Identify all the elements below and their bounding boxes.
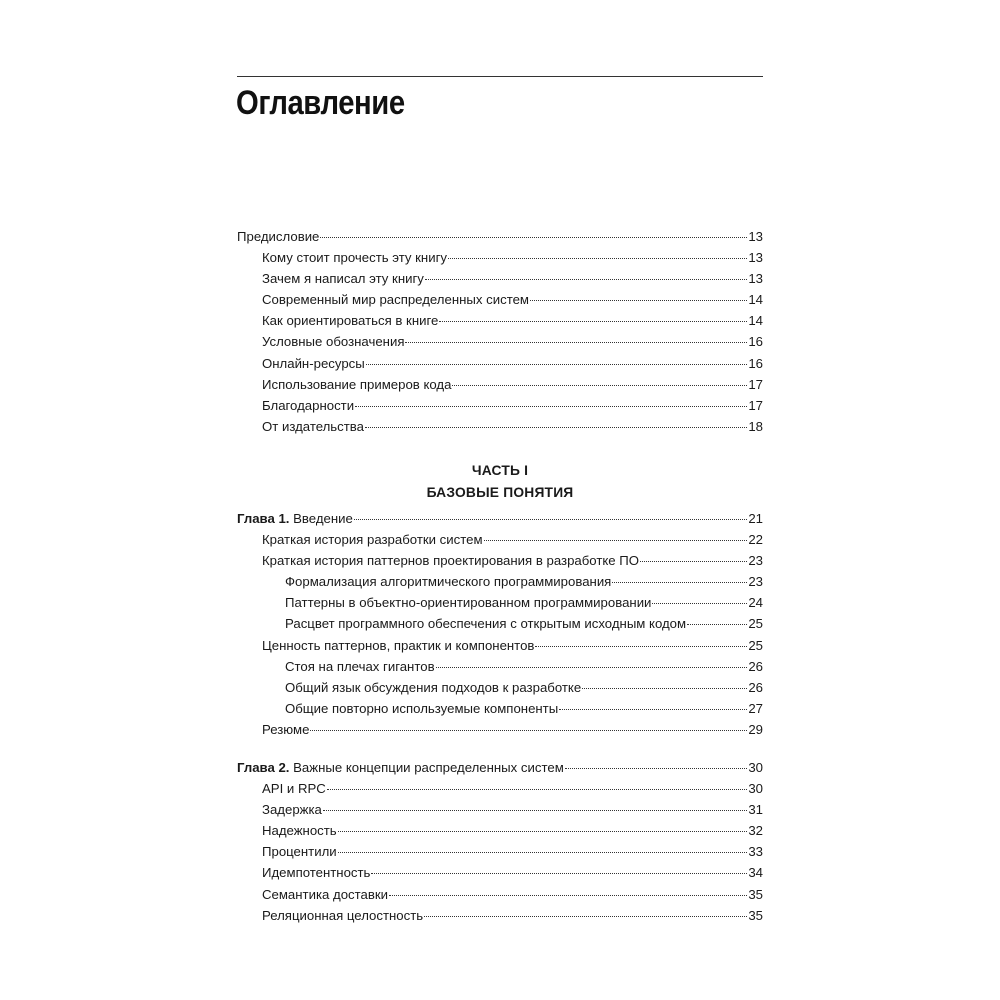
entry-label: Общие повторно используемые компоненты bbox=[285, 700, 559, 716]
toc-entry[interactable] bbox=[237, 268, 763, 289]
page-number: 35 bbox=[748, 886, 763, 902]
dot-leader bbox=[424, 916, 747, 917]
dot-leader bbox=[327, 789, 748, 790]
page-number: 16 bbox=[748, 355, 763, 371]
page-number: 34 bbox=[748, 865, 763, 881]
page-number: 32 bbox=[748, 823, 763, 839]
page-number: 31 bbox=[748, 802, 763, 818]
entry-label: Идемпотентность bbox=[262, 865, 371, 881]
chapter-prefix: Глава 2. bbox=[237, 759, 290, 775]
page-number: 23 bbox=[748, 574, 763, 590]
dot-leader bbox=[640, 561, 747, 562]
page-number: 22 bbox=[748, 532, 763, 548]
toc-entry[interactable] bbox=[237, 841, 763, 862]
toc-chapter-entry[interactable] bbox=[237, 508, 763, 529]
page-number: 18 bbox=[748, 418, 763, 434]
page-number: 23 bbox=[748, 553, 763, 569]
toc-entry[interactable] bbox=[237, 698, 763, 719]
dot-leader bbox=[371, 873, 747, 874]
entry-label: Зачем я написал эту книгу bbox=[262, 271, 424, 287]
entry-label: Условные обозначения bbox=[262, 334, 405, 350]
toc-entry[interactable] bbox=[237, 719, 763, 740]
entry-label: Современный мир распределенных систем bbox=[262, 292, 529, 308]
entry-label: Благодарности bbox=[262, 397, 355, 413]
toc-entry[interactable] bbox=[237, 820, 763, 841]
chapter-title: Важные концепции распределенных систем bbox=[293, 759, 564, 775]
page-number: 27 bbox=[748, 700, 763, 716]
dot-leader bbox=[687, 624, 747, 625]
page-number: 30 bbox=[748, 781, 763, 797]
part-number: ЧАСТЬ I bbox=[471, 462, 529, 478]
dot-leader bbox=[323, 810, 747, 811]
chapter-1-section bbox=[237, 508, 763, 740]
toc-entry[interactable] bbox=[237, 416, 763, 437]
toc-entry[interactable] bbox=[237, 592, 763, 613]
entry-label: Паттерны в объектно-ориентированном программировании bbox=[285, 595, 652, 611]
page-number: 13 bbox=[748, 250, 763, 266]
page-number: 17 bbox=[748, 397, 763, 413]
page-number: 25 bbox=[748, 637, 763, 653]
entry-label: Ценность паттернов, практик и компонентов bbox=[262, 637, 535, 653]
entry-label bbox=[237, 508, 353, 529]
entry-label: Расцвет программного обеспечения с открытым исходным кодом bbox=[285, 616, 687, 632]
entry-label: Использование примеров кода bbox=[262, 376, 452, 392]
page-number: 16 bbox=[748, 334, 763, 350]
page-number: 24 bbox=[748, 595, 763, 611]
dot-leader bbox=[448, 258, 747, 259]
entry-label: Онлайн-ресурсы bbox=[262, 355, 365, 371]
dot-leader bbox=[365, 427, 747, 428]
page-number: 35 bbox=[748, 907, 763, 923]
toc-entry[interactable] bbox=[237, 635, 763, 656]
toc-entry[interactable] bbox=[237, 310, 763, 331]
entry-label: Общий язык обсуждения подходов к разработке bbox=[285, 679, 582, 695]
part-heading bbox=[237, 460, 763, 504]
toc-entry[interactable] bbox=[237, 353, 763, 374]
toc-entry[interactable] bbox=[237, 884, 763, 905]
dot-leader bbox=[310, 730, 747, 731]
dot-leader bbox=[530, 300, 747, 301]
entry-label bbox=[237, 757, 564, 778]
page-number: 14 bbox=[748, 313, 763, 329]
entry-label: Формализация алгоритмического программирования bbox=[285, 574, 612, 590]
entry-label: Реляционная целостность bbox=[262, 907, 424, 923]
page-number: 29 bbox=[748, 721, 763, 737]
page-title: Оглавление bbox=[236, 84, 405, 122]
toc-entry[interactable] bbox=[237, 289, 763, 310]
page-number: 26 bbox=[748, 679, 763, 695]
entry-label: Семантика доставки bbox=[262, 886, 388, 902]
dot-leader bbox=[338, 831, 748, 832]
dot-leader bbox=[535, 646, 747, 647]
dot-leader bbox=[582, 688, 747, 689]
entry-label: Предисловие bbox=[237, 229, 320, 244]
dot-leader bbox=[652, 603, 747, 604]
toc-entry[interactable] bbox=[237, 778, 763, 799]
dot-leader bbox=[452, 385, 747, 386]
page-number: 13 bbox=[748, 229, 763, 244]
entry-label: Краткая история разработки систем bbox=[262, 532, 483, 548]
toc-entry[interactable] bbox=[237, 656, 763, 677]
entry-label: API и RPC bbox=[262, 781, 326, 797]
entry-label: Процентили bbox=[262, 844, 337, 860]
toc-entry[interactable] bbox=[237, 247, 763, 268]
dot-leader bbox=[559, 709, 747, 710]
dot-leader bbox=[436, 667, 748, 668]
entry-label: Краткая история паттернов проектирования в разработке ПО bbox=[262, 553, 640, 569]
toc-chapter-entry[interactable] bbox=[237, 757, 763, 778]
page-number: 33 bbox=[748, 844, 763, 860]
entry-label: Стоя на плечах гигантов bbox=[285, 658, 435, 674]
part-title: БАЗОВЫЕ ПОНЯТИЯ bbox=[426, 484, 574, 500]
page-number: 13 bbox=[748, 271, 763, 287]
toc-entry[interactable] bbox=[237, 550, 763, 571]
toc-entry[interactable] bbox=[237, 395, 763, 416]
preface-section bbox=[237, 226, 763, 437]
toc-entry[interactable] bbox=[237, 226, 763, 247]
toc-entry[interactable] bbox=[237, 529, 763, 550]
dot-leader bbox=[354, 519, 747, 520]
toc-entry[interactable] bbox=[237, 374, 763, 395]
dot-leader bbox=[320, 237, 747, 238]
entry-label: Надежность bbox=[262, 823, 337, 839]
entry-label: Резюме bbox=[262, 721, 310, 737]
dot-leader bbox=[366, 364, 748, 365]
page-number: 25 bbox=[748, 616, 763, 632]
dot-leader bbox=[355, 406, 747, 407]
table-of-contents bbox=[237, 226, 763, 926]
dot-leader bbox=[389, 895, 747, 896]
toc-entry[interactable] bbox=[237, 905, 763, 926]
dot-leader bbox=[484, 540, 748, 541]
chapter-title: Введение bbox=[293, 510, 353, 526]
toc-entry[interactable] bbox=[237, 677, 763, 698]
entry-label: Как ориентироваться в книге bbox=[262, 313, 439, 329]
dot-leader bbox=[439, 321, 747, 322]
toc-entry[interactable] bbox=[237, 331, 763, 352]
page-number: 26 bbox=[748, 658, 763, 674]
chapter-prefix: Глава 1. bbox=[237, 510, 290, 526]
dot-leader bbox=[565, 768, 748, 769]
toc-entry[interactable] bbox=[237, 862, 763, 883]
entry-label: От издательства bbox=[262, 418, 365, 434]
page-number: 30 bbox=[748, 759, 763, 775]
toc-entry[interactable] bbox=[237, 613, 763, 634]
dot-leader bbox=[425, 279, 747, 280]
chapter-2-section bbox=[237, 757, 763, 926]
page-number: 14 bbox=[748, 292, 763, 308]
toc-entry[interactable] bbox=[237, 571, 763, 592]
page-number: 21 bbox=[748, 510, 763, 526]
dot-leader bbox=[405, 342, 747, 343]
entry-label: Кому стоит прочесть эту книгу bbox=[262, 250, 447, 266]
dot-leader bbox=[612, 582, 747, 583]
top-rule bbox=[237, 76, 763, 77]
page-number: 17 bbox=[748, 376, 763, 392]
dot-leader bbox=[338, 852, 748, 853]
toc-entry[interactable] bbox=[237, 799, 763, 820]
entry-label: Задержка bbox=[262, 802, 322, 818]
